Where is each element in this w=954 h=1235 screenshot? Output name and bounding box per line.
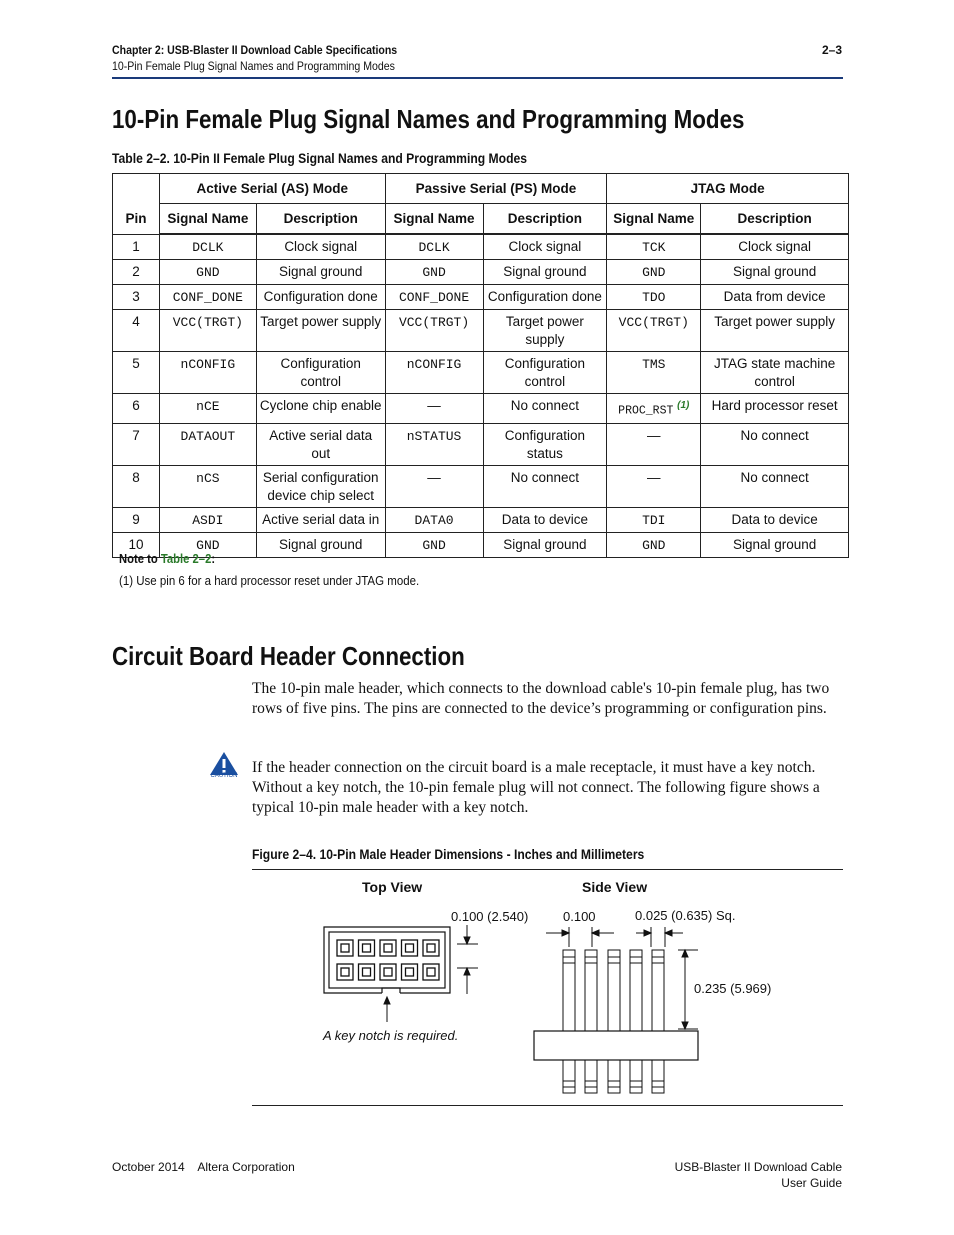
jtag-description-cell-text: Target power supply [714,314,836,329]
jtag-description-cell [701,423,849,465]
as-description-cell-text: Signal ground [279,264,363,279]
header-pin [380,940,396,956]
ps-description-cell [483,394,607,424]
pin-cell [113,465,160,507]
note-title-text: Note to [119,552,161,566]
dim-height: 0.235 (5.969) [694,981,772,996]
ps-signal-cell-text: nCONFIG [406,357,462,372]
subheader-signal-name: Signal Name [607,204,701,235]
jtag-signal-cell [607,423,701,465]
side-pin-upper [563,950,575,1031]
header-pin-square [406,944,414,952]
as-signal-cell-text: ASDI [192,512,224,528]
pin-cell-text: 6 [132,398,140,413]
ps-description-cell [483,532,607,557]
pin-cell [113,352,160,394]
section-title-signal-names: 10-Pin Female Plug Signal Names and Programming Modes [112,104,745,134]
jtag-signal-cell [607,507,701,532]
header-pin [423,940,439,956]
pin-cell-text: 4 [132,314,140,329]
ps-description-cell [483,352,607,394]
as-description-cell-text: Serial configuration device chip select [262,469,379,503]
pin-cell-text: 1 [132,238,140,254]
table-row [113,423,849,465]
ps-description-cell [483,310,607,352]
header-pin [402,940,418,956]
jtag-signal-cell-text: — [647,427,661,443]
as-description-cell [256,394,385,424]
side-pin-lower [585,1060,597,1093]
header-pin-square [406,968,414,976]
ps-description-cell-text: Clock signal [508,239,582,254]
section-title-header-connection: Circuit Board Header Connection [112,641,465,671]
subheader-description: Description [256,204,385,235]
ps-description-cell-text: Configuration done [487,289,602,304]
running-header-section: 10-Pin Female Plug Signal Names and Programming Modes [112,59,395,73]
as-signal-cell [159,285,256,310]
subheader-description: Description [701,204,849,235]
as-description-cell-text: Active serial data in [262,511,380,527]
ps-signal-cell [385,352,483,394]
header-pin [423,964,439,980]
header-pin [359,940,375,956]
jtag-signal-cell-text: — [647,469,661,485]
table-row [113,394,849,424]
table-row [113,285,849,310]
pin-cell [113,423,160,465]
paragraph-caution: If the header connection on the circuit board is a male receptacle, it must have a key notch. Without a key notch, the 10-pin female plug will not connect. The following figure shows a typical 10-pin male header with a key notch. [252,759,820,816]
jtag-description-cell [701,507,849,532]
ps-description-cell [483,507,607,532]
side-pin-lower [630,1060,642,1093]
as-signal-cell-text: nCE [196,399,220,414]
figure-top-rule [252,869,843,870]
side-pin-lower [563,1060,575,1093]
as-description-cell [256,285,385,310]
table-row [113,260,849,285]
ps-signal-cell-text: DCLK [418,240,450,255]
header-pin [402,964,418,980]
dim-pitch-top: 0.100 (2.540) [451,909,529,924]
pin-cell [113,285,160,310]
ps-description-cell [483,423,607,465]
table-row [113,352,849,394]
as-description-cell [256,507,385,532]
jtag-signal-cell [607,310,701,352]
as-signal-cell-text: VCC(TRGT) [172,315,243,330]
top-view-label: Top View [362,879,423,895]
as-description-cell-text: Cyclone chip enable [259,398,382,413]
page-number: 2–3 [821,43,842,57]
key-notch-note: A key notch is required. [323,1028,459,1043]
side-view-pins [563,950,664,1093]
jtag-signal-cell-text: TMS [642,357,666,372]
jtag-signal-cell-text: GND [642,265,666,280]
as-signal-cell [159,507,256,532]
ps-signal-cell [385,285,483,310]
note-colon: : [211,552,216,566]
jtag-signal-cell-text: TCK [642,240,666,255]
running-header-chapter: Chapter 2: USB-Blaster II Download Cable Specifications [112,43,398,57]
table-caption: Table 2–2. 10-Pin II Female Plug Signal Names and Programming Modes [112,151,528,166]
ps-signal-cell [385,260,483,285]
as-description-cell [256,532,385,557]
ps-signal-cell [385,310,483,352]
as-description-cell-text: Configuration done [263,289,378,304]
ps-description-cell [483,260,607,285]
pin-cell [113,234,160,260]
pin-cell [113,310,160,352]
table-note-title [119,552,215,566]
caution-label: CAUTION [210,773,238,779]
ps-description-cell-text: Configuration control [504,356,586,389]
header-pin-square [363,944,371,952]
as-signal-cell [159,352,256,394]
jtag-signal-cell-text: GND [642,537,666,553]
jtag-description-cell-text: Signal ground [732,536,817,552]
as-description-cell [256,234,385,260]
jtag-signal-cell [607,394,701,424]
jtag-description-cell [701,260,849,285]
table-row [113,507,849,532]
footnote-reference[interactable]: (1) [677,400,690,411]
pin-cell [113,507,160,532]
jtag-description-cell [701,394,849,424]
side-pin-upper [652,950,664,1031]
jtag-description-cell [701,234,849,260]
side-pin-lower [652,1060,664,1093]
table-row [113,532,849,557]
pin-cell-text: 3 [132,289,140,304]
ps-signal-cell-text: nSTATUS [406,428,462,444]
as-signal-cell-text: DATAOUT [180,428,236,444]
header-pin [359,964,375,980]
side-pin-upper [585,950,597,1031]
dim-square: 0.025 (0.635) Sq. [635,908,736,923]
caution-icon [207,750,241,784]
jtag-signal-cell-text: TDO [642,290,666,305]
paragraph-header-description: The 10-pin male header, which connects to the download cable's 10-pin female plug, has two rows of five pins. The pins are connected to the device’s programming or configuration pins. [252,680,830,717]
ps-description-cell-text: No connect [510,398,580,413]
pin-cell-text: 9 [132,511,140,527]
jtag-signal-cell [607,352,701,394]
subheader-description: Description [483,204,607,235]
header-pin-square [427,968,435,976]
mode-header-ps: Passive Serial (PS) Mode [385,174,607,204]
as-signal-cell [159,465,256,507]
jtag-signal-cell [607,234,701,260]
jtag-description-cell [701,352,849,394]
table-footnote-1: (1) Use pin 6 for a hard processor reset under JTAG mode. [119,574,420,588]
as-description-cell [256,465,385,507]
jtag-signal-cell [607,285,701,310]
figure-bottom-rule [252,1105,843,1106]
as-description-cell-text: Clock signal [284,239,358,254]
jtag-description-cell-text: Signal ground [732,264,817,279]
jtag-signal-cell [607,532,701,557]
header-pin-square [427,944,435,952]
header-pin [337,940,353,956]
side-pin-lower [608,1060,620,1093]
header-pin-square [384,944,392,952]
pin-cell [113,260,160,285]
ps-description-cell-text: Signal ground [503,264,587,279]
as-description-cell-text: Signal ground [279,536,363,552]
table-link[interactable]: Table 2–2 [160,552,212,566]
as-signal-cell-text: CONF_DONE [172,290,243,305]
as-signal-cell [159,260,256,285]
footer-date-company: October 2014 Altera Corporation [112,1160,295,1174]
ps-signal-cell-text: CONF_DONE [398,290,470,305]
pin-cell-text: 8 [132,469,140,485]
footer-doc-type: User Guide [781,1176,842,1190]
side-view-label: Side View [582,879,648,895]
as-description-cell [256,423,385,465]
side-pin-upper [630,950,642,1031]
header-pin-square [341,944,349,952]
ps-signal-cell-text: VCC(TRGT) [398,315,470,330]
header-rule [112,77,843,79]
jtag-description-cell-text: JTAG state machine control [713,356,836,389]
pin-cell-text: 5 [132,356,140,371]
ps-description-cell-text: Configuration status [504,427,586,461]
as-signal-cell-text: GND [196,265,220,280]
ps-signal-cell-text: — [427,398,441,413]
ps-description-cell-text: Data to device [501,511,589,527]
pin-cell [113,394,160,424]
header-pin [337,964,353,980]
top-view-pins [337,940,439,980]
as-signal-cell-text: nCS [196,470,220,486]
subheader-signal-name: Signal Name [159,204,256,235]
table-row [113,234,849,260]
ps-description-cell [483,234,607,260]
ps-description-cell [483,465,607,507]
jtag-signal-cell [607,260,701,285]
ps-signal-cell [385,532,483,557]
top-view-header [324,927,450,993]
ps-signal-cell [385,394,483,424]
as-description-cell-text: Configuration control [280,356,361,389]
ps-description-cell-text: No connect [510,469,580,485]
ps-signal-cell [385,465,483,507]
header-pin-square [341,968,349,976]
jtag-signal-cell-text: VCC(TRGT) [618,315,689,330]
jtag-signal-cell-text: PROC_RST [618,404,674,418]
jtag-description-cell-text: No connect [740,427,809,443]
as-signal-cell [159,234,256,260]
as-description-cell-text: Active serial data out [269,427,373,461]
jtag-description-cell [701,310,849,352]
mode-header-jtag: JTAG Mode [607,174,849,204]
jtag-description-cell-text: Hard processor reset [711,398,838,413]
table-row [113,310,849,352]
ps-description-cell [483,285,607,310]
pin-cell-text: 2 [132,264,140,279]
jtag-signal-cell [607,465,701,507]
jtag-description-cell-text: No connect [740,469,809,485]
ps-signal-cell-text: GND [422,265,446,280]
ps-signal-cell [385,234,483,260]
jtag-description-cell [701,532,849,557]
side-pin-upper [608,950,620,1031]
footer-doc-title: USB-Blaster II Download Cable [674,1160,842,1174]
ps-description-cell-text: Signal ground [503,536,587,552]
as-signal-cell [159,394,256,424]
ps-signal-cell-text: DATA0 [414,512,454,528]
jtag-description-cell-text: Data from device [723,289,826,304]
as-signal-cell-text: DCLK [192,240,224,255]
header-dimensions-figure [252,871,843,1107]
ps-description-cell-text: Target power supply [505,314,584,347]
jtag-description-cell-text: Clock signal [738,239,812,254]
header-pin [380,964,396,980]
pin-cell-text: 10 [128,536,144,552]
as-description-cell [256,260,385,285]
jtag-description-cell [701,285,849,310]
jtag-description-cell [701,465,849,507]
as-description-cell [256,310,385,352]
subheader-signal-name: Signal Name [385,204,483,235]
as-description-cell-text: Target power supply [260,314,382,329]
table-row [113,465,849,507]
as-signal-cell-text: nCONFIG [180,357,236,372]
as-signal-cell-text: GND [196,537,220,553]
header-pin-square [384,968,392,976]
as-signal-cell [159,310,256,352]
header-pin-square [363,968,371,976]
pin-cell-text: 7 [132,427,140,443]
signal-table [112,173,849,558]
ps-signal-cell [385,423,483,465]
as-signal-cell [159,423,256,465]
mode-header-as: Active Serial (AS) Mode [159,174,385,204]
figure-caption: Figure 2–4. 10-Pin Male Header Dimensions - Inches and Millimeters [252,847,645,862]
ps-signal-cell-text: — [427,469,441,485]
as-description-cell [256,352,385,394]
dim-pitch-side: 0.100 [563,909,596,924]
jtag-signal-cell-text: TDI [642,512,666,528]
jtag-description-cell-text: Data to device [731,511,818,527]
side-view-body [534,1031,698,1060]
pin-header: Pin [113,174,160,235]
ps-signal-cell-text: GND [422,537,446,553]
ps-signal-cell [385,507,483,532]
